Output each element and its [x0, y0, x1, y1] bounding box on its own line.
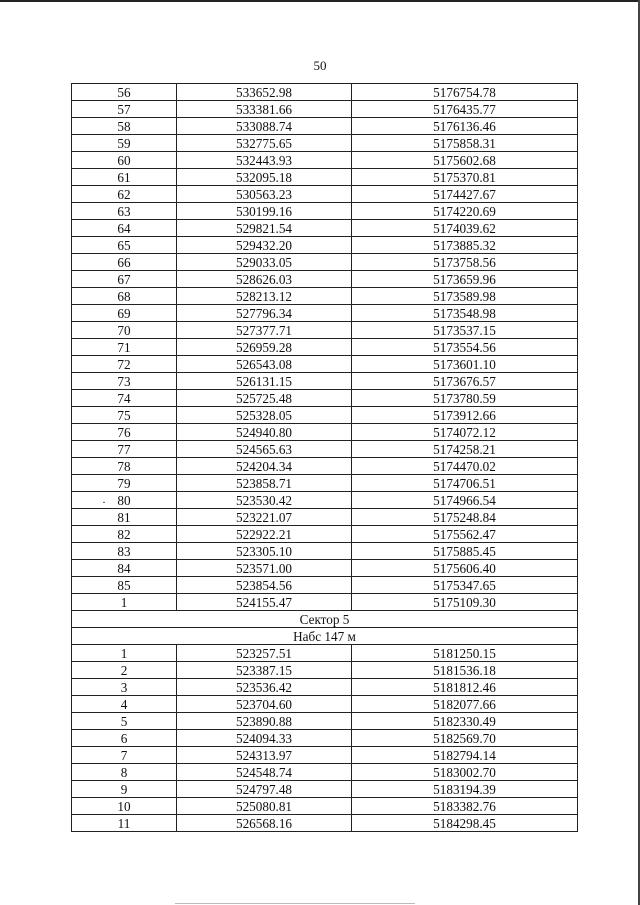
table-row: [72, 135, 578, 152]
point-number: 3: [120, 680, 128, 695]
table-row: [72, 407, 578, 424]
point-number: 77: [117, 442, 131, 457]
table-row: [72, 390, 578, 407]
point-number: 1: [120, 595, 128, 610]
x-coordinate-cell: 523890.88: [177, 713, 352, 730]
point-number-cell: [72, 356, 177, 373]
y-coordinate-cell: 5181812.46: [352, 679, 578, 696]
y-coordinate-cell: 5173589.98: [352, 288, 578, 305]
page-number: 50: [313, 58, 327, 73]
point-number-cell: [72, 526, 177, 543]
y-coordinate-cell: 5175347.65: [352, 577, 578, 594]
point-number: 60: [117, 153, 131, 168]
page-bottom-edge: [175, 903, 415, 904]
y-coordinate-cell: 5183194.39: [352, 781, 578, 798]
table-row: [72, 492, 578, 509]
y-coordinate-cell: 5174706.51: [352, 475, 578, 492]
table-row: [72, 458, 578, 475]
y-coordinate-cell: 5174427.67: [352, 186, 578, 203]
y-coordinate-cell: 5173885.32: [352, 237, 578, 254]
x-coordinate-cell: 524094.33: [177, 730, 352, 747]
x-coordinate-cell: 524940.80: [177, 424, 352, 441]
point-number: 76: [117, 425, 131, 440]
point-number: 81: [117, 510, 131, 525]
y-coordinate-cell: 5176754.78: [352, 84, 578, 101]
point-number-cell: [72, 594, 177, 611]
x-coordinate-cell: 526568.16: [177, 815, 352, 832]
x-coordinate-cell: 523387.15: [177, 662, 352, 679]
point-number-cell: [72, 543, 177, 560]
point-number: 75: [117, 408, 131, 423]
x-coordinate-cell: 526543.08: [177, 356, 352, 373]
x-coordinate-cell: 524204.34: [177, 458, 352, 475]
y-coordinate-cell: 5173548.98: [352, 305, 578, 322]
point-number-cell: [72, 441, 177, 458]
point-number-cell: [72, 322, 177, 339]
y-coordinate-cell: 5174072.12: [352, 424, 578, 441]
x-coordinate-cell: 523571.00: [177, 560, 352, 577]
table-row: [72, 594, 578, 611]
x-coordinate-cell: 523704.60: [177, 696, 352, 713]
table-row: [72, 441, 578, 458]
x-coordinate-cell: 528626.03: [177, 271, 352, 288]
y-coordinate-cell: 5173912.66: [352, 407, 578, 424]
point-number-cell: [72, 560, 177, 577]
y-coordinate-cell: 5175370.81: [352, 169, 578, 186]
table-row: [72, 679, 578, 696]
y-coordinate-cell: 5182569.70: [352, 730, 578, 747]
point-number: 5: [120, 714, 128, 729]
point-number-cell: [72, 662, 177, 679]
y-coordinate-cell: 5175606.40: [352, 560, 578, 577]
x-coordinate-cell: 529033.05: [177, 254, 352, 271]
point-number: 1: [120, 646, 128, 661]
x-coordinate-cell: 527796.34: [177, 305, 352, 322]
x-coordinate-cell: 523530.42: [177, 492, 352, 509]
x-coordinate-cell: 526131.15: [177, 373, 352, 390]
point-number: 57: [117, 102, 131, 117]
x-coordinate-cell: 529432.20: [177, 237, 352, 254]
point-number-cell: [72, 747, 177, 764]
table-row: [72, 305, 578, 322]
point-number-cell: [72, 203, 177, 220]
x-coordinate-cell: 532775.65: [177, 135, 352, 152]
table-row: [72, 356, 578, 373]
table-row: [72, 764, 578, 781]
y-coordinate-cell: 5173537.15: [352, 322, 578, 339]
y-coordinate-cell: 5174470.02: [352, 458, 578, 475]
point-number-cell: [72, 764, 177, 781]
table-row: [72, 373, 578, 390]
table-row: [72, 509, 578, 526]
point-number-cell: [72, 798, 177, 815]
point-number: 6: [120, 731, 128, 746]
x-coordinate-cell: 523221.07: [177, 509, 352, 526]
y-coordinate-cell: 5181250.15: [352, 645, 578, 662]
point-number-cell: [72, 696, 177, 713]
y-coordinate-cell: 5173780.59: [352, 390, 578, 407]
table-row: [72, 747, 578, 764]
table-row: [72, 339, 578, 356]
table-row: [72, 118, 578, 135]
y-coordinate-cell: 5175885.45: [352, 543, 578, 560]
point-number: 56: [117, 85, 131, 100]
sector-header-group: [72, 611, 578, 645]
point-number-cell: [72, 475, 177, 492]
y-coordinate-cell: 5175109.30: [352, 594, 578, 611]
point-number-cell: [72, 135, 177, 152]
point-number: 82: [117, 527, 131, 542]
point-number: 2: [120, 663, 128, 678]
y-coordinate-cell: 5176136.46: [352, 118, 578, 135]
table-row: [72, 288, 578, 305]
point-number: 63: [117, 204, 131, 219]
table-row: [72, 662, 578, 679]
point-number-cell: [72, 305, 177, 322]
x-coordinate-cell: 533088.74: [177, 118, 352, 135]
sector-title: Сектор 5: [72, 611, 578, 628]
coordinates-table: [71, 83, 578, 832]
table-row: [72, 169, 578, 186]
table-row: [72, 220, 578, 237]
x-coordinate-cell: 523305.10: [177, 543, 352, 560]
point-number-cell: [72, 84, 177, 101]
y-coordinate-cell: 5174220.69: [352, 203, 578, 220]
x-coordinate-cell: 523858.71: [177, 475, 352, 492]
point-number: 85: [117, 578, 131, 593]
point-number: 11: [117, 816, 131, 831]
y-coordinate-cell: 5182077.66: [352, 696, 578, 713]
point-number: 64: [117, 221, 131, 236]
y-coordinate-cell: 5174039.62: [352, 220, 578, 237]
point-number: 72: [117, 357, 131, 372]
point-number: 61: [117, 170, 131, 185]
x-coordinate-cell: 533652.98: [177, 84, 352, 101]
table-row: [72, 186, 578, 203]
point-number-cell: [72, 118, 177, 135]
point-number-cell: [72, 815, 177, 832]
x-coordinate-cell: 529821.54: [177, 220, 352, 237]
x-coordinate-cell: 522922.21: [177, 526, 352, 543]
table-row: [72, 730, 578, 747]
point-number-cell: [72, 509, 177, 526]
point-mark: ·: [102, 495, 106, 509]
table-row: [72, 543, 578, 560]
y-coordinate-cell: 5182794.14: [352, 747, 578, 764]
point-number-cell: [72, 407, 177, 424]
point-number-cell: [72, 492, 177, 509]
x-coordinate-cell: 527377.71: [177, 322, 352, 339]
point-number-cell: [72, 254, 177, 271]
point-number-cell: [72, 713, 177, 730]
x-coordinate-cell: 525725.48: [177, 390, 352, 407]
table-row: [72, 713, 578, 730]
point-number: 79: [117, 476, 131, 491]
point-number: 10: [117, 799, 131, 814]
point-number: 80: [117, 493, 131, 508]
x-coordinate-cell: 524565.63: [177, 441, 352, 458]
y-coordinate-cell: 5175562.47: [352, 526, 578, 543]
height-label: Набс 147 м: [72, 628, 578, 645]
table-row: [72, 84, 578, 101]
x-coordinate-cell: 530563.23: [177, 186, 352, 203]
point-number-cell: [72, 730, 177, 747]
point-number-cell: [72, 339, 177, 356]
y-coordinate-cell: 5173554.56: [352, 339, 578, 356]
y-coordinate-cell: 5181536.18: [352, 662, 578, 679]
x-coordinate-cell: 524155.47: [177, 594, 352, 611]
point-number: 7: [120, 748, 128, 763]
y-coordinate-cell: 5183382.76: [352, 798, 578, 815]
table-row: [72, 475, 578, 492]
point-number: 73: [117, 374, 131, 389]
x-coordinate-cell: 526959.28: [177, 339, 352, 356]
point-number-cell: [72, 645, 177, 662]
y-coordinate-cell: 5173676.57: [352, 373, 578, 390]
x-coordinate-cell: 524548.74: [177, 764, 352, 781]
point-number: 68: [117, 289, 131, 304]
point-number-cell: [72, 169, 177, 186]
point-number-cell: [72, 271, 177, 288]
x-coordinate-cell: 525328.05: [177, 407, 352, 424]
x-coordinate-cell: 523536.42: [177, 679, 352, 696]
point-number-cell: [72, 458, 177, 475]
table-row: [72, 424, 578, 441]
y-coordinate-cell: 5173659.96: [352, 271, 578, 288]
y-coordinate-cell: 5174966.54: [352, 492, 578, 509]
x-coordinate-cell: 528213.12: [177, 288, 352, 305]
point-number-cell: [72, 152, 177, 169]
table-row: [72, 152, 578, 169]
y-coordinate-cell: 5184298.45: [352, 815, 578, 832]
y-coordinate-cell: 5173601.10: [352, 356, 578, 373]
point-number: 8: [120, 765, 128, 780]
point-number-cell: [72, 781, 177, 798]
table-row: [72, 101, 578, 118]
point-number-cell: [72, 373, 177, 390]
y-coordinate-cell: 5175248.84: [352, 509, 578, 526]
point-number: 4: [120, 697, 128, 712]
point-number: 71: [117, 340, 131, 355]
x-coordinate-cell: 524313.97: [177, 747, 352, 764]
point-number-cell: [72, 220, 177, 237]
point-number: 83: [117, 544, 131, 559]
table-row: [72, 203, 578, 220]
point-number: 66: [117, 255, 131, 270]
x-coordinate-cell: 523257.51: [177, 645, 352, 662]
y-coordinate-cell: 5175602.68: [352, 152, 578, 169]
table-row: [72, 696, 578, 713]
point-number: 67: [117, 272, 131, 287]
table-row: [72, 271, 578, 288]
x-coordinate-cell: 532095.18: [177, 169, 352, 186]
y-coordinate-cell: 5174258.21: [352, 441, 578, 458]
point-number: 74: [117, 391, 131, 406]
table-row: [72, 322, 578, 339]
x-coordinate-cell: 530199.16: [177, 203, 352, 220]
table-row: [72, 560, 578, 577]
x-coordinate-cell: 533381.66: [177, 101, 352, 118]
coordinates-table-body-top: [72, 84, 578, 611]
point-number: 70: [117, 323, 131, 338]
point-number-cell: [72, 288, 177, 305]
point-number-cell: [72, 577, 177, 594]
x-coordinate-cell: 532443.93: [177, 152, 352, 169]
y-coordinate-cell: 5175858.31: [352, 135, 578, 152]
point-number: 84: [117, 561, 131, 576]
table-row: [72, 526, 578, 543]
table-row: [72, 254, 578, 271]
x-coordinate-cell: 523854.56: [177, 577, 352, 594]
y-coordinate-cell: 5173758.56: [352, 254, 578, 271]
point-number: 62: [117, 187, 131, 202]
page-top-border: [0, 0, 640, 2]
point-number: 69: [117, 306, 131, 321]
y-coordinate-cell: 5176435.77: [352, 101, 578, 118]
point-number-cell: [72, 101, 177, 118]
table-row: [72, 577, 578, 594]
table-row: [72, 781, 578, 798]
point-number-cell: [72, 679, 177, 696]
table-row: [72, 798, 578, 815]
x-coordinate-cell: 525080.81: [177, 798, 352, 815]
point-number: 65: [117, 238, 131, 253]
height-label-row: [72, 628, 578, 645]
point-number: 9: [120, 782, 128, 797]
table-row: [72, 645, 578, 662]
y-coordinate-cell: 5182330.49: [352, 713, 578, 730]
point-number: 59: [117, 136, 131, 151]
point-number-cell: [72, 237, 177, 254]
table-row: [72, 815, 578, 832]
point-number: 58: [117, 119, 131, 134]
x-coordinate-cell: 524797.48: [177, 781, 352, 798]
point-number-cell: [72, 424, 177, 441]
point-number-cell: [72, 186, 177, 203]
point-number: 78: [117, 459, 131, 474]
table-row: [72, 237, 578, 254]
point-number-cell: [72, 390, 177, 407]
y-coordinate-cell: 5183002.70: [352, 764, 578, 781]
coordinates-table-body-bottom: [72, 645, 578, 832]
sector-title-row: [72, 611, 578, 628]
